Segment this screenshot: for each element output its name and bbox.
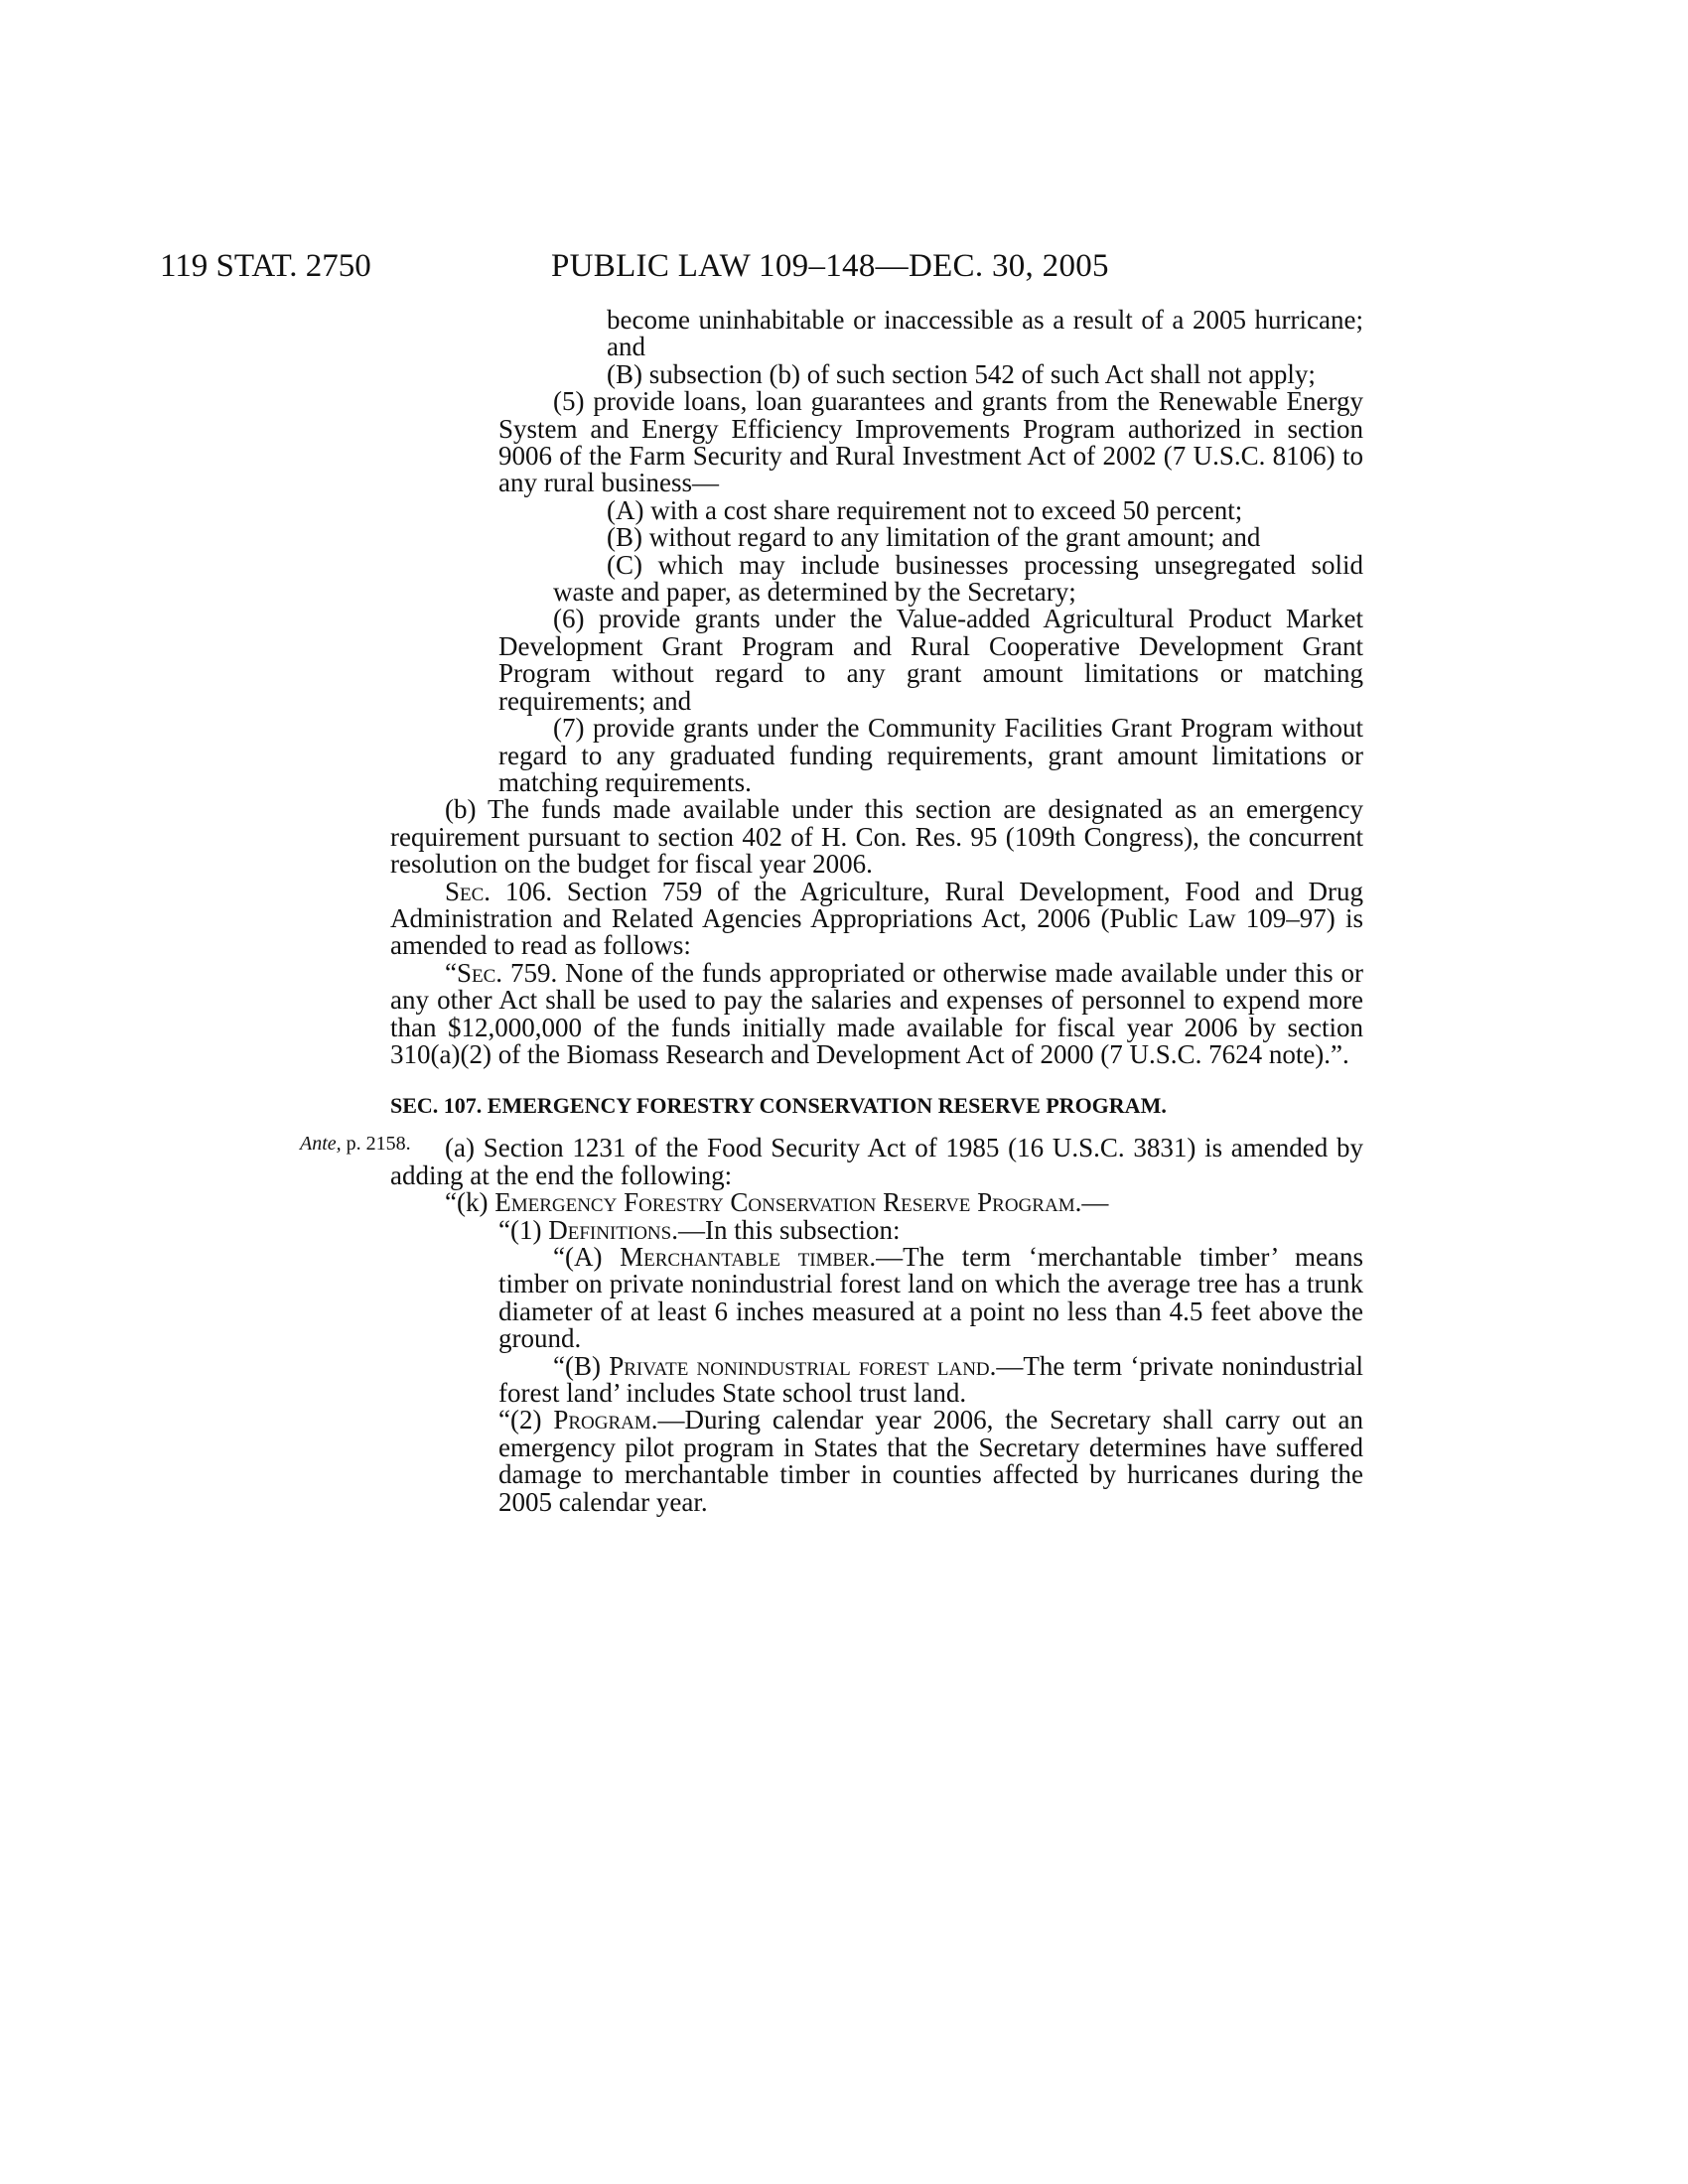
program-title: Program — [553, 1405, 651, 1435]
def-b-number: “(B) — [553, 1350, 610, 1381]
definitions-title: Definitions — [548, 1214, 672, 1245]
subsection-k-dash: .— — [1074, 1187, 1109, 1218]
paragraph-4b-text: (B) subsection (b) of such section 542 of such Act shall not apply; — [607, 358, 1316, 389]
def-b-title: Private nonindustrial forest land — [609, 1350, 990, 1381]
section-759-label: Sec. — [456, 957, 503, 988]
program-paragraph — [498, 1407, 1363, 1516]
paragraph-7: (7) provide grants under the Community Facilities Grant Program without regard to any graduated funding requirements, grant amount limitations or matching requirements. — [498, 713, 1363, 797]
subsection-k-title: Emergency Forestry Conservation Reserve Program — [494, 1187, 1075, 1218]
section-106 — [390, 876, 1363, 961]
paragraph-5 — [498, 388, 1363, 497]
paragraph-107a: (a) Section 1231 of the Food Security Act of 1985 (16 U.S.C. 3831) is amended by adding at the end the following: — [390, 1133, 1363, 1190]
paragraph-5-text: (5) provide loans, loan guarantees and grants from the Renewable Energy System and Energy Efficiency Improvements Program authorized in section 9006 of the Farm Security and Rural Investment Act of 2002 (7 U.S.C. 8106) to any rural business— — [498, 386, 1363, 498]
paragraph-5a: (A) with a cost share requirement not to exceed 50 percent; — [607, 494, 1243, 525]
definition-private-forest-land — [498, 1350, 1363, 1409]
program-text: .—During calendar year 2006, the Secretary shall carry out an emergency pilot program in States that the Secretary determines have suffered damage to merchantable timber in counties affected by hurricanes during the 2005 calendar year. — [498, 1405, 1363, 1517]
paragraph-b: (b) The funds made available under this section are designated as an emergency requirement pursuant to section 402 of H. Con. Res. 95 (109th Congress), the concurrent resolution on the budget for fiscal year 2006. — [390, 794, 1363, 880]
section-759-text: 759. None of the funds appropriated or otherwise made available under this or any other Act shall be used to pay the salaries and expenses of personnel to expend more than $12,000,000 of the funds initially made available for fiscal year 2006 by section 310(a)(2) of the Biomass Research and Development Act of 2000 (7 U.S.C. 7624 note).”. — [390, 957, 1363, 1069]
document-body — [390, 305, 1364, 1517]
definitions-number: “(1) — [498, 1214, 549, 1245]
definition-merchantable-timber — [498, 1244, 1363, 1353]
paragraph-5c: (C) which may include businesses processing unsegregated solid waste and paper, as determined by the Secretary; — [553, 549, 1363, 608]
margin-note-text: p. 2158. — [341, 1133, 411, 1155]
section-106-label: Sec. — [445, 876, 492, 906]
paragraph-5b: (B) without regard to any limitation of the grant amount; and — [607, 522, 1261, 553]
definitions-text: .—In this subsection: — [671, 1214, 901, 1245]
running-head: PUBLIC LAW 109–148—DEC. 30, 2005 — [551, 248, 1109, 284]
quote-open: “ — [445, 957, 457, 988]
def-a-text: .—The term ‘merchantable timber’ means timber on private nonindustrial forest land on which the average tree has a trunk diameter of at least 6 inches measured at a point no less than 4.5 feet above the ground. — [498, 1242, 1364, 1354]
subsection-k-heading — [390, 1189, 1363, 1216]
definitions-heading — [390, 1214, 1363, 1245]
paragraph-continuation: become uninhabitable or inaccessible as a result of a 2005 hurricane; and — [607, 305, 1363, 362]
def-a-number: “(A) — [553, 1242, 621, 1272]
paragraph-4b — [498, 358, 1363, 389]
section-759-quote — [390, 957, 1363, 1069]
paragraph-6: (6) provide grants under the Value-added Agricultural Product Market Development Grant Program and Rural Cooperative Development Grant Program without regard to any grant amount limitations or matching requirements; and — [498, 604, 1363, 716]
subsection-k-number: “(k) — [445, 1187, 495, 1218]
section-106-text: 106. Section 759 of the Agriculture, Rural Development, Food and Drug Administration and Related Agencies Appropriations Act, 2006 (Public Law 109–97) is amended to read as follows: — [390, 876, 1363, 961]
def-b-text: .—The term ‘private nonindustrial forest land’ includes State school trust land. — [498, 1350, 1363, 1409]
section-107-heading: SEC. 107. EMERGENCY FORESTRY CONSERVATION RESERVE PROGRAM. — [390, 1093, 1167, 1119]
page-stat-number: 119 STAT. 2750 — [160, 248, 371, 284]
margin-note-italic: Ante, — [300, 1133, 342, 1155]
program-number: “(2) — [498, 1405, 554, 1435]
def-a-title: Merchantable timber — [620, 1242, 870, 1272]
